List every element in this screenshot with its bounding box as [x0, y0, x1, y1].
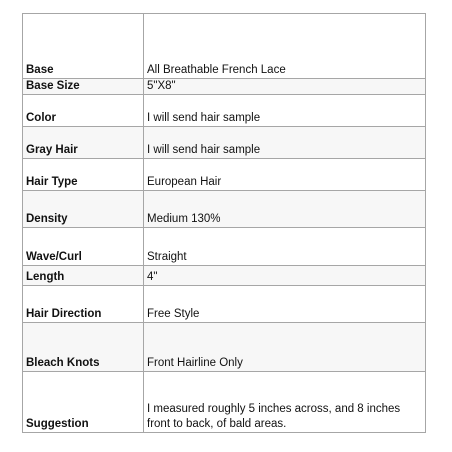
spec-label: Hair Direction — [23, 286, 144, 323]
spec-value: Straight — [144, 228, 426, 266]
spec-value: All Breathable French Lace — [144, 14, 426, 79]
spec-row-color — [23, 95, 426, 127]
spec-row-length — [23, 266, 426, 286]
spec-value: Free Style — [144, 286, 426, 323]
spec-value: Front Hairline Only — [144, 323, 426, 372]
spec-row-density — [23, 191, 426, 228]
spec-row-hair-type — [23, 159, 426, 191]
spec-row-bleach-knots — [23, 323, 426, 372]
spec-label: Wave/Curl — [23, 228, 144, 266]
spec-row-base — [23, 14, 426, 79]
spec-value: I will send hair sample — [144, 95, 426, 127]
spec-value: Medium 130% — [144, 191, 426, 228]
hair-spec-table — [22, 13, 426, 433]
spec-label: Hair Type — [23, 159, 144, 191]
spec-label: Color — [23, 95, 144, 127]
spec-row-hair-direction — [23, 286, 426, 323]
spec-label: Density — [23, 191, 144, 228]
spec-value: 4" — [144, 266, 426, 286]
spec-row-gray-hair — [23, 127, 426, 159]
spec-label: Base Size — [23, 79, 144, 95]
spec-label: Base — [23, 14, 144, 79]
spec-label: Bleach Knots — [23, 323, 144, 372]
spec-label: Suggestion — [23, 372, 144, 433]
spec-label: Length — [23, 266, 144, 286]
spec-label: Gray Hair — [23, 127, 144, 159]
spec-value: I measured roughly 5 inches across, and 8 inches front to back, of bald areas. — [144, 372, 426, 433]
spec-row-suggestion — [23, 372, 426, 433]
spec-value: I will send hair sample — [144, 127, 426, 159]
spec-row-wave-curl — [23, 228, 426, 266]
spec-value: 5"X8" — [144, 79, 426, 95]
spec-row-base-size — [23, 79, 426, 95]
spec-value: European Hair — [144, 159, 426, 191]
